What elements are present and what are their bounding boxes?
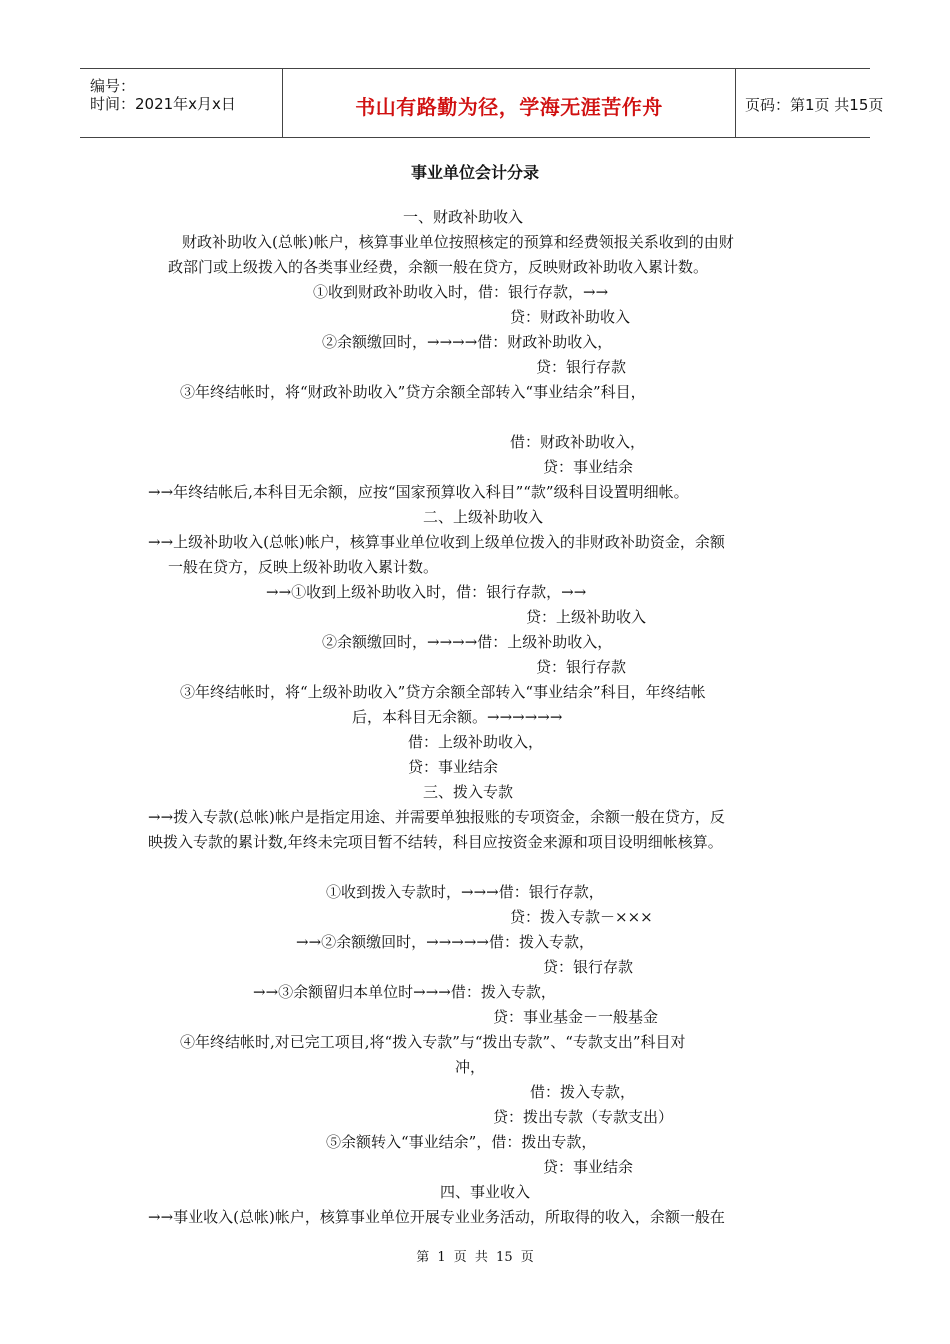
- paragraph-line: 后，本科目无余额。→→→→→→: [352, 708, 563, 726]
- entry-line: 借：财政补助收入，: [510, 433, 646, 451]
- header-left-cell: [80, 69, 282, 137]
- entry-line: 贷：上级补助收入: [526, 608, 647, 626]
- motto: 书山有路勤为径，学海无涯苦作舟: [355, 95, 663, 119]
- entry-line: ⑤余额转入“事业结余”，借：拨出专款，: [326, 1133, 597, 1151]
- section-heading: 二、上级补助收入: [423, 508, 544, 526]
- paragraph-line: 冲，: [455, 1058, 486, 1076]
- section-heading: 四、事业收入: [440, 1183, 531, 1201]
- section-heading: 三、拨入专款: [423, 783, 514, 801]
- number-label: 编号：: [90, 77, 136, 95]
- entry-line: 贷：财政补助收入: [510, 308, 631, 326]
- entry-line: 贷：银行存款: [536, 358, 627, 376]
- page-info: 页码：第1页 共15页: [745, 96, 884, 114]
- entry-line: ①收到拨入专款时，→→→借：银行存款，: [326, 883, 604, 901]
- entry-line: 贷：事业结余: [408, 758, 499, 776]
- entry-line: 贷：拨入专款－×××: [510, 908, 653, 926]
- paragraph-line: →→事业收入(总帐)帐户，核算事业单位开展专业业务活动，所取得的收入，余额一般在: [148, 1208, 725, 1226]
- entry-line: 贷：银行存款: [536, 658, 627, 676]
- document-title: 事业单位会计分录: [410, 163, 539, 182]
- paragraph-line: →→年终结帐后,本科目无余额，应按“国家预算收入科目”“款”级科目设置明细帐。: [148, 483, 689, 501]
- header-motto-cell: [282, 69, 736, 137]
- entry-line: 贷：拨出专款（专款支出）: [493, 1108, 674, 1126]
- page-footer: 第 1 页 共 15 页: [416, 1250, 534, 1265]
- entry-line: 贷：银行存款: [543, 958, 634, 976]
- paragraph-line: ③年终结帐时，将“上级补助收入”贷方余额全部转入“事业结余”科目，年终结帐: [180, 683, 706, 701]
- date-label: 时间：2021年x月x日: [90, 95, 236, 113]
- paragraph-line: →→拨入专款(总帐)帐户是指定用途、并需要单独报账的专项资金，余额一般在贷方，反: [148, 808, 725, 826]
- paragraph-line: ③年终结帐时，将“财政补助收入”贷方余额全部转入“事业结余”科目，: [180, 383, 646, 401]
- paragraph-line: 一般在贷方，反映上级补助收入累计数。: [168, 558, 439, 576]
- entry-line: 借：拨入专款，: [530, 1083, 636, 1101]
- paragraph-line: 映拨入专款的累计数,年终未完项目暂不结转，科目应按资金来源和项目设明细帐核算。: [148, 833, 723, 851]
- entry-line: →→①收到上级补助收入时，借：银行存款，→→: [266, 583, 587, 601]
- entry-line: ②余额缴回时，→→→→借：上级补助收入，: [322, 633, 613, 651]
- paragraph-line: ④年终结帐时,对已完工项目,将“拨入专款”与“拨出专款”、“专款支出”科目对: [180, 1033, 686, 1051]
- entry-line: ②余额缴回时，→→→→借：财政补助收入，: [322, 333, 613, 351]
- paragraph-line: 政部门或上级拨入的各类事业经费，余额一般在贷方，反映财政补助收入累计数。: [168, 258, 709, 276]
- paragraph-line: 财政补助收入(总帐)帐户，核算事业单位按照核定的预算和经费领报关系收到的由财: [182, 233, 734, 251]
- header-right-cell: [735, 69, 884, 137]
- entry-line: 借：上级补助收入，: [408, 733, 544, 751]
- entry-line: →→③余额留归本单位时→→→借：拨入专款，: [253, 983, 556, 1001]
- entry-line: →→②余额缴回时，→→→→→借：拨入专款，: [296, 933, 594, 951]
- header-table: [80, 68, 884, 138]
- entry-line: 贷：事业结余: [543, 1158, 634, 1176]
- entry-line: 贷：事业基金－一般基金: [493, 1008, 659, 1026]
- section-heading: 一、财政补助收入: [403, 208, 524, 226]
- entry-line: 贷：事业结余: [543, 458, 634, 476]
- paragraph-line: →→上级补助收入(总帐)帐户，核算事业单位收到上级单位拨入的非财政补助资金，余额: [148, 533, 725, 551]
- entry-line: ①收到财政补助收入时，借：银行存款，→→: [313, 283, 609, 301]
